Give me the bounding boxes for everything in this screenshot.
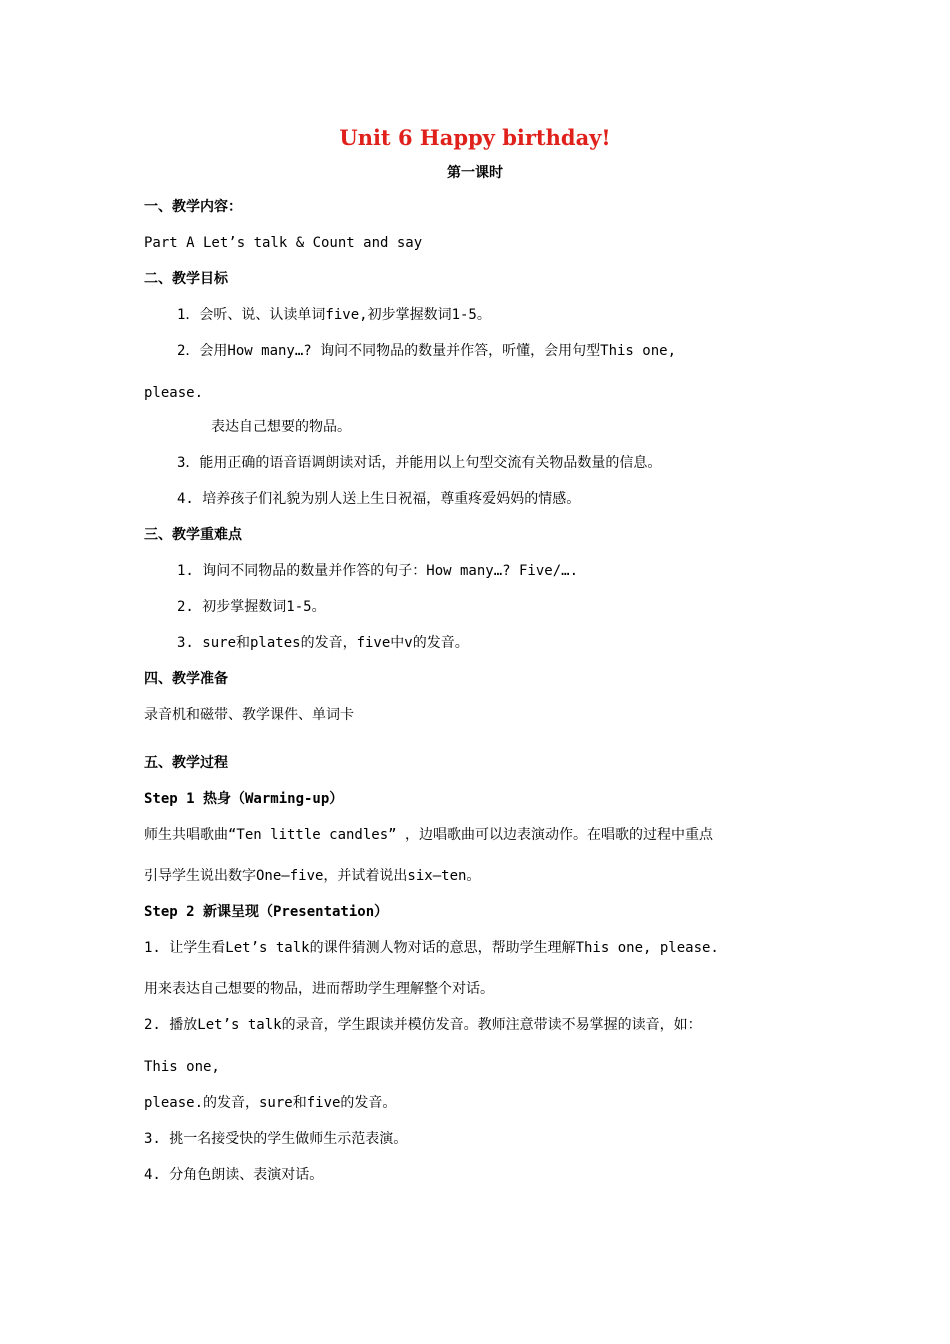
goal-item-2-cont2: 表达自己想要的物品。 [211, 419, 351, 435]
goal-item-3: 3．能用正确的语音语调朗读对话，并能用以上句型交流有关物品数量的信息。 [177, 455, 662, 471]
doc-subtitle: 第一课时 [447, 165, 503, 181]
step1-line-2: 引导学生说出数字One—five，并试着说出six—ten。 [144, 868, 481, 884]
step2-item-2-cont: This one, [144, 1059, 220, 1075]
goal-item-4: 4. 培养孩子们礼貌为别人送上生日祝福，尊重疼爱妈妈的情感。 [177, 491, 581, 507]
section-heading-goals: 二、教学目标 [144, 271, 228, 287]
step2-item-2: 2. 播放Let’s talk的录音，学生跟读并模仿发音。教师注意带读不易掌握的读音，如： [144, 1017, 702, 1033]
step2-item-2-cont2: please.的发音，sure和five的发音。 [144, 1095, 397, 1111]
section-heading-content: 一、教学内容： [144, 199, 242, 215]
goal-item-2-cont: please. [144, 385, 204, 401]
goal-item-2: 2．会用How many…? 询问不同物品的数量并作答，听懂，会用句型This one, [177, 343, 677, 359]
step2-item-1-cont: 用来表达自己想要的物品，进而帮助学生理解整个对话。 [144, 981, 494, 997]
keypoint-item-1: 1. 询问不同物品的数量并作答的句子：How many…? Five/…. [177, 563, 579, 579]
section-heading-process: 五、教学过程 [144, 755, 228, 771]
step2-item-1: 1. 让学生看Let’s talk的课件猜测人物对话的意思，帮助学生理解This one, please. [144, 940, 719, 956]
step1-heading: Step 1 热身（Warming-up） [144, 791, 344, 807]
goal-item-1: 1．会听、说、认读单词five,初步掌握数词1-5。 [177, 307, 491, 323]
step2-item-3: 3. 挑一名接受快的学生做师生示范表演。 [144, 1131, 408, 1147]
step1-line-1: 师生共唱歌曲“Ten little candles” ，边唱歌曲可以边表演动作。在唱歌的过程中重点 [144, 827, 714, 843]
doc-title: Unit 6 Happy birthday! [339, 125, 611, 150]
section-heading-keypoints: 三、教学重难点 [144, 527, 242, 543]
keypoint-item-2: 2. 初步掌握数词1-5。 [177, 599, 326, 615]
section-heading-prep: 四、教学准备 [144, 671, 228, 687]
step2-item-4: 4. 分角色朗读、表演对话。 [144, 1167, 324, 1183]
step2-heading: Step 2 新课呈现（Presentation） [144, 904, 389, 920]
keypoint-item-3: 3. sure和plates的发音，five中v的发音。 [177, 635, 469, 651]
section-text-prep: 录音机和磁带、教学课件、单词卡 [144, 707, 354, 723]
section-text-content: Part A Let’s talk & Count and say [144, 235, 423, 251]
